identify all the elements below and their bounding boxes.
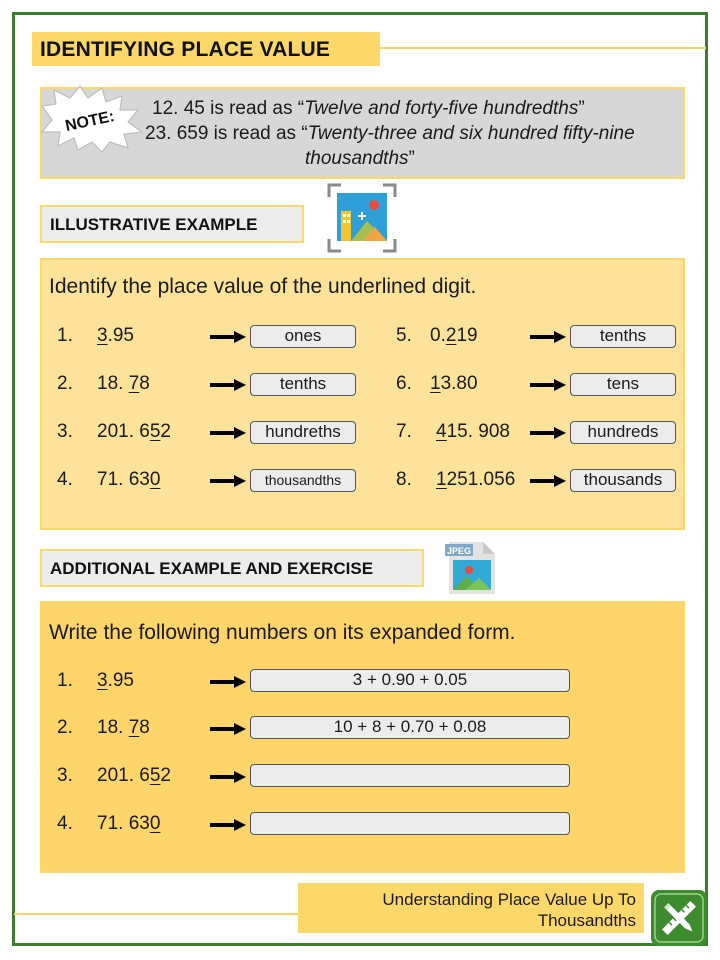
arrow-right-icon xyxy=(530,331,566,343)
item-value: 0.219 xyxy=(430,325,478,346)
answer-box: hundreths xyxy=(250,421,356,444)
item-number: 7. xyxy=(396,421,412,442)
arrow-right-icon xyxy=(210,723,246,735)
item-number: 5. xyxy=(396,325,412,346)
pencil-ruler-icon xyxy=(651,890,707,946)
note-line-2: 23. 659 is read as “Twenty-three and six hundred fifty-nine xyxy=(145,123,635,144)
item-number: 3. xyxy=(57,421,73,442)
illustrative-heading: ILLUSTRATIVE EXAMPLE xyxy=(50,215,258,234)
illustrative-prompt: Identify the place value of the underlined digit. xyxy=(49,275,477,298)
title-rule xyxy=(380,47,706,49)
item-number: 4. xyxy=(57,813,73,834)
note-line-1: 12. 45 is read as “Twelve and forty-five hundredths” xyxy=(152,98,585,119)
answer-box: ones xyxy=(250,325,356,348)
image-icon xyxy=(327,183,397,253)
arrow-right-icon xyxy=(210,771,246,783)
answer-box: tenths xyxy=(250,373,356,396)
additional-heading: ADDITIONAL EXAMPLE AND EXERCISE xyxy=(50,559,374,578)
arrow-right-icon xyxy=(530,427,566,439)
item-value: 415. 908 xyxy=(436,421,510,442)
item-value: 18. 78 xyxy=(97,717,150,738)
item-value: 3.95 xyxy=(97,670,134,691)
svg-text:JPEG: JPEG xyxy=(446,546,472,556)
answer-box: tenths xyxy=(570,325,676,348)
item-value: 201. 652 xyxy=(97,765,171,786)
answer-box: thousandths xyxy=(250,469,356,492)
answer-box: hundreds xyxy=(570,421,676,444)
arrow-right-icon xyxy=(210,475,246,487)
additional-prompt: Write the following numbers on its expanded form. xyxy=(49,621,516,644)
item-value: 71. 630 xyxy=(97,813,161,834)
item-number: 2. xyxy=(57,717,73,738)
item-value: 201. 652 xyxy=(97,421,171,442)
expanded-form-field[interactable]: 10 + 8 + 0.70 + 0.08 xyxy=(250,716,570,739)
item-number: 1. xyxy=(57,325,73,346)
note-badge: NOTE: xyxy=(63,108,117,136)
jpeg-file-icon xyxy=(445,540,497,596)
answer-box: tens xyxy=(570,373,676,396)
item-value: 13.80 xyxy=(430,373,478,394)
arrow-right-icon xyxy=(210,819,246,831)
item-number: 4. xyxy=(57,469,73,490)
expanded-form-field[interactable]: 3 + 0.90 + 0.05 xyxy=(250,669,570,692)
item-value: 1251.056 xyxy=(436,469,516,490)
arrow-right-icon xyxy=(530,475,566,487)
answer-box: thousands xyxy=(570,469,676,492)
arrow-right-icon xyxy=(210,331,246,343)
item-value: 3.95 xyxy=(97,325,134,346)
note-line-3: thousandths” xyxy=(305,148,415,169)
item-number: 2. xyxy=(57,373,73,394)
footer-title: Understanding Place Value Up To Thousandths xyxy=(382,890,636,930)
item-number: 6. xyxy=(396,373,412,394)
page-title: IDENTIFYING PLACE VALUE xyxy=(40,38,331,61)
expanded-form-field[interactable] xyxy=(250,812,570,835)
item-number: 1. xyxy=(57,670,73,691)
item-number: 8. xyxy=(396,469,412,490)
expanded-form-field[interactable] xyxy=(250,764,570,787)
note-burst-icon xyxy=(36,84,144,154)
item-number: 3. xyxy=(57,765,73,786)
item-value: 71. 630 xyxy=(97,469,161,490)
arrow-right-icon xyxy=(210,676,246,688)
arrow-right-icon xyxy=(210,379,246,391)
arrow-right-icon xyxy=(210,427,246,439)
arrow-right-icon xyxy=(530,379,566,391)
footer-rule xyxy=(14,913,300,915)
item-value: 18. 78 xyxy=(97,373,150,394)
